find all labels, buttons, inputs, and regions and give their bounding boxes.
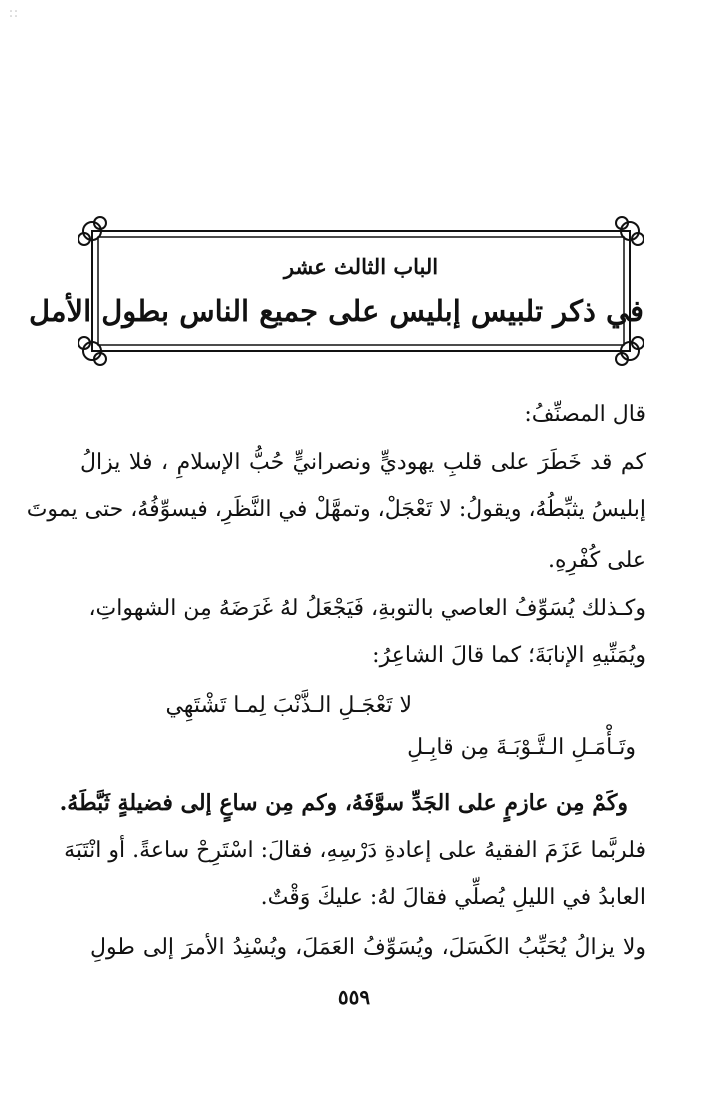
- paragraph-3-line-2: العابدُ في الليلِ يُصلِّي فقالَ لهُ: عليكَ وَقْتٌ.: [260, 885, 646, 910]
- paragraph-2-line-2: ويُمَنِّيهِ الإنابَةَ؛ كما قالَ الشاعِرُ:: [372, 643, 646, 668]
- chapter-frame: [29, 215, 644, 367]
- page-number: ٥٥٩: [337, 985, 371, 1009]
- intro-label: قال المصنِّفُ:: [524, 402, 646, 427]
- paragraph-1-line-1: كم قد خَطَرَ على قلبِ يهوديٍّ ونصرانيٍّ حُبُّ الإسلامِ ، فلا يزالُ: [80, 450, 646, 475]
- scan-corner-mark: [8, 8, 22, 22]
- verse-line-1: لا تَعْجَـلِ الـذَّنْبَ لِمـا تَشْتَهِي: [165, 693, 412, 718]
- paragraph-2-line-1: وكـذلك يُسَوِّفُ العاصي بالتوبةِ، فَيَجْعَلُ لهُ غَرَضَهُ مِن الشهواتِ،: [88, 596, 646, 621]
- paragraph-3-line-1: فلربَّما عَزَمَ الفقيهُ على إعادةِ دَرْسِهِ، فقالَ: اسْتَرِحْ ساعةً. أو انْتَبَهَ: [64, 838, 646, 863]
- ornamental-border-icon: [29, 215, 644, 367]
- paragraph-1-line-3: على كُفْرِهِ.: [547, 548, 646, 573]
- paragraph-1-line-2: إبليسُ يثبِّطُهُ، ويقولُ: لا تَعْجَلْ، وتمهَّلْ في النَّظَرِ، فيسوِّفُهُ، حتى يموتَ: [26, 497, 646, 522]
- chapter-title: في ذكر تلبيس إبليس على جميع الناس بطول الأمل: [29, 294, 644, 328]
- verse-line-2: وتَـأْمَـلِ الـتَّـوْبَـةَ مِن قابِـلِ: [407, 735, 636, 760]
- bold-sentence: وكَمْ مِن عازمٍ على الجَدِّ سوَّفَهُ، وكم مِن ساعٍ إلى فضيلةٍ ثَبَّطَهُ.: [59, 790, 628, 816]
- paragraph-4-line-1: ولا يزالُ يُحَبِّبُ الكَسَلَ، ويُسَوِّفُ العَمَلَ، ويُسْنِدُ الأمرَ إلى طولِ: [90, 935, 646, 960]
- chapter-number: الباب الثالث عشر: [283, 254, 439, 279]
